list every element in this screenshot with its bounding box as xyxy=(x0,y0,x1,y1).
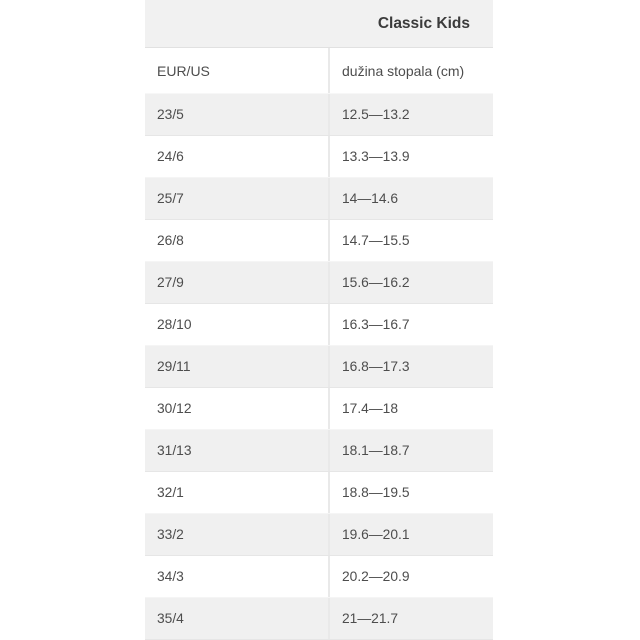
table-row xyxy=(145,514,493,556)
length-cell: 19.6—20.1 xyxy=(328,514,493,555)
size-cell: 27/9 xyxy=(157,275,184,290)
size-cell: 24/6 xyxy=(157,149,184,164)
length-cell: 14.7—15.5 xyxy=(328,220,493,261)
length-cell: 17.4—18 xyxy=(328,388,493,429)
table-row xyxy=(145,94,493,136)
size-cell: 35/4 xyxy=(157,611,184,626)
length-cell: 20.2—20.9 xyxy=(328,556,493,597)
length-cell: 12.5—13.2 xyxy=(328,94,493,135)
table-title: Classic Kids xyxy=(377,14,470,32)
column-header-row xyxy=(145,48,493,94)
column-header-foot-length: dužina stopala (cm) xyxy=(328,48,493,93)
table-row xyxy=(145,472,493,514)
column-header-size: EUR/US xyxy=(157,62,210,79)
table-row xyxy=(145,304,493,346)
size-cell: 34/3 xyxy=(157,569,184,584)
size-cell: 28/10 xyxy=(157,317,192,332)
length-cell: 18.8—19.5 xyxy=(328,472,493,513)
table-row xyxy=(145,430,493,472)
length-cell: 13.3—13.9 xyxy=(328,136,493,177)
table-row xyxy=(145,178,493,220)
size-cell: 32/1 xyxy=(157,485,184,500)
length-cell: 16.3—16.7 xyxy=(328,304,493,345)
size-cell: 30/12 xyxy=(157,401,192,416)
title-empty-cell xyxy=(145,0,328,47)
table-row xyxy=(145,346,493,388)
table-row xyxy=(145,598,493,640)
table-row xyxy=(145,262,493,304)
table-row xyxy=(145,388,493,430)
table-body xyxy=(145,94,493,640)
length-cell: 14—14.6 xyxy=(328,178,493,219)
table-row xyxy=(145,220,493,262)
size-cell: 26/8 xyxy=(157,233,184,248)
table-row xyxy=(145,136,493,178)
length-cell: 15.6—16.2 xyxy=(328,262,493,303)
size-cell: 33/2 xyxy=(157,527,184,542)
length-cell: 16.8—17.3 xyxy=(328,346,493,387)
size-cell: 29/11 xyxy=(157,359,191,374)
size-cell: 25/7 xyxy=(157,191,184,206)
table-title-row xyxy=(145,0,493,48)
table-row xyxy=(145,556,493,598)
size-chart-table xyxy=(145,0,493,640)
length-cell: 21—21.7 xyxy=(328,598,493,639)
size-cell: 31/13 xyxy=(157,443,192,458)
length-cell: 18.1—18.7 xyxy=(328,430,493,471)
size-cell: 23/5 xyxy=(157,107,184,122)
